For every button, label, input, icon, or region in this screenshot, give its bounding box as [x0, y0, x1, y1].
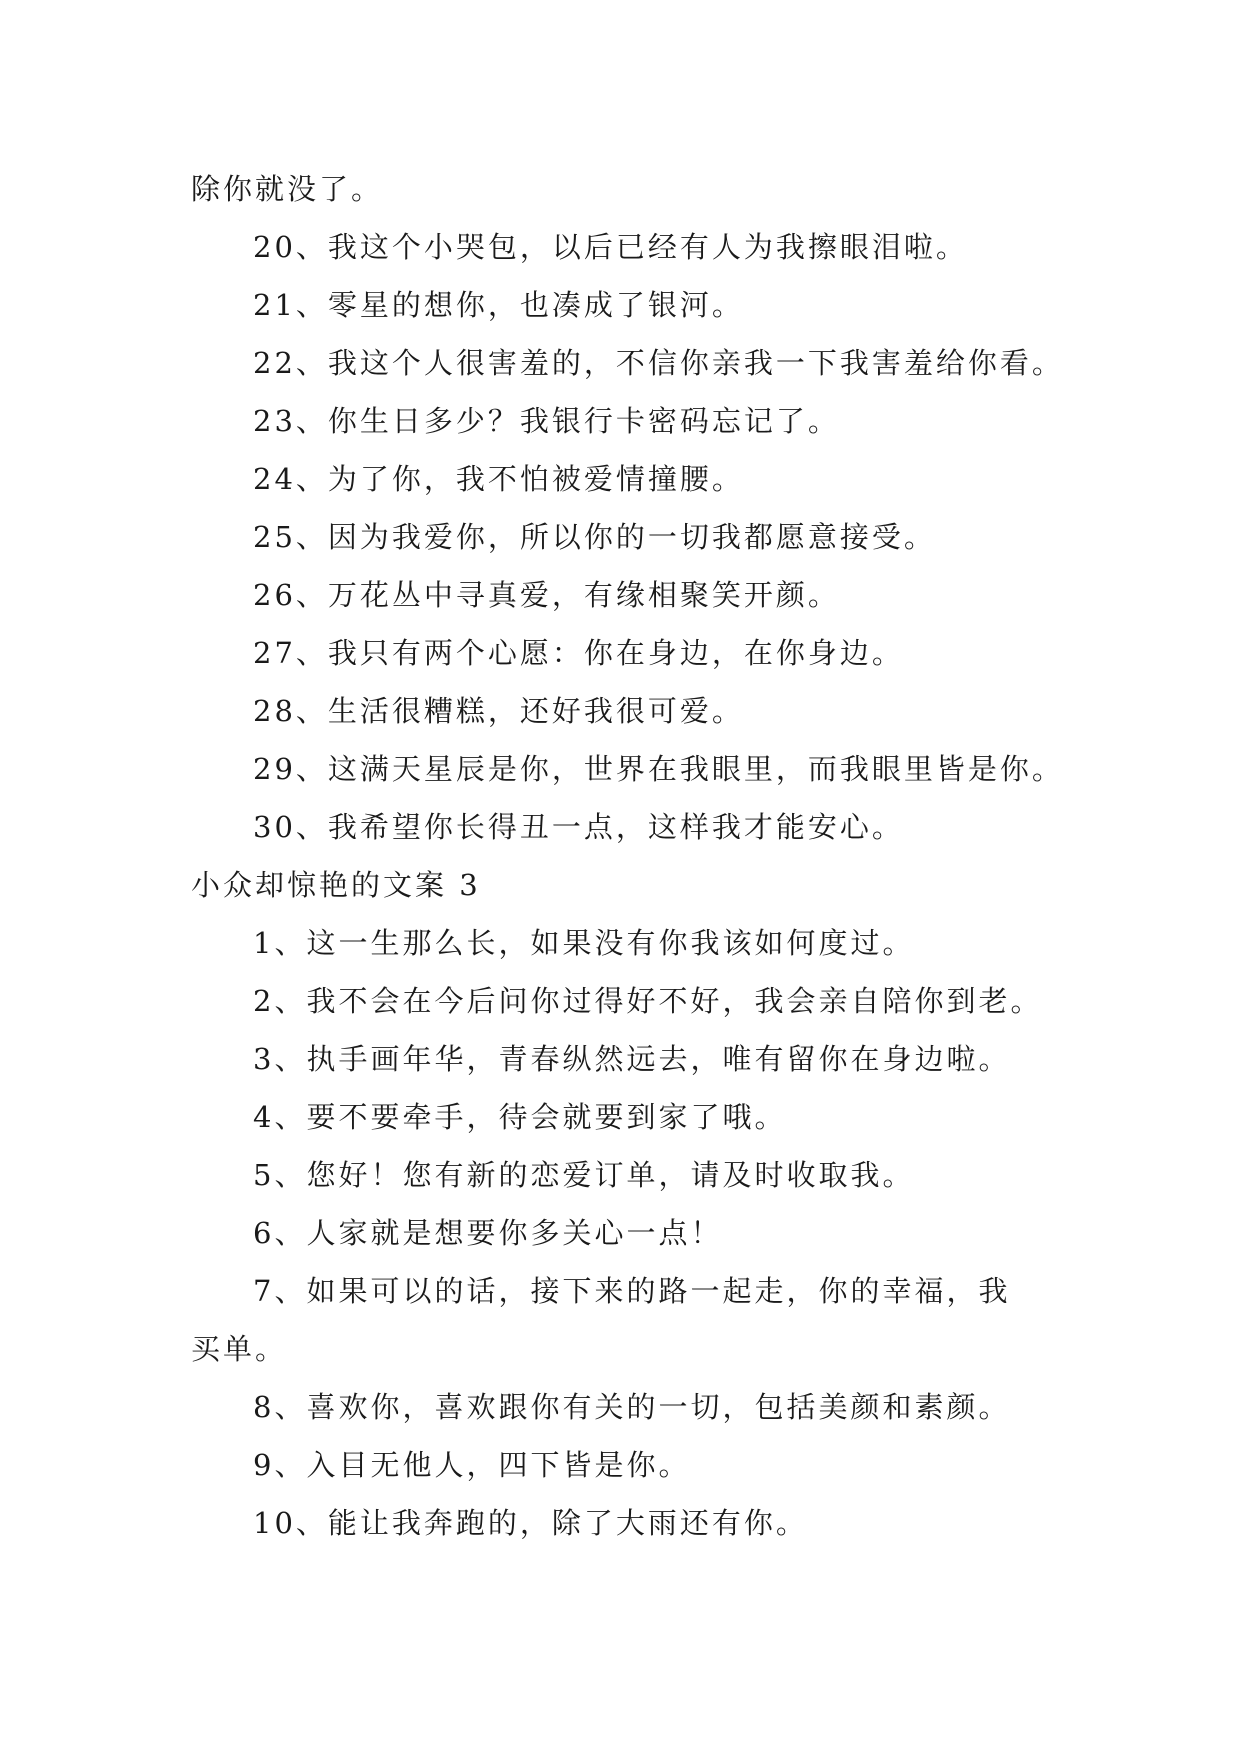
- list-item: 6、人家就是想要你多关心一点！: [253, 1216, 723, 1250]
- list-item: 24、为了你，我不怕被爱情撞腰。: [253, 462, 744, 496]
- list-item: 28、生活很糟糕，还好我很可爱。: [253, 694, 744, 728]
- list-item: 3、执手画年华，青春纵然远去，唯有留你在身边啦。: [253, 1042, 1011, 1076]
- list-item: 4、要不要牵手，待会就要到家了哦。: [253, 1100, 787, 1134]
- list-item: 26、万花丛中寻真爱，有缘相聚笑开颜。: [253, 578, 840, 612]
- list-item: 10、能让我奔跑的，除了大雨还有你。: [253, 1506, 808, 1540]
- list-item: 1、这一生那么长，如果没有你我该如何度过。: [253, 926, 915, 960]
- list-item: 22、我这个人很害羞的，不信你亲我一下我害羞给你看。: [253, 346, 1064, 380]
- list-item: 27、我只有两个心愿：你在身边，在你身边。: [253, 636, 904, 670]
- section-heading: 小众却惊艳的文案 3: [191, 868, 481, 902]
- list-item: 25、因为我爱你，所以你的一切我都愿意接受。: [253, 520, 936, 554]
- list-item: 20、我这个小哭包，以后已经有人为我擦眼泪啦。: [253, 230, 968, 264]
- document-body: [191, 160, 1071, 1552]
- list-item: 2、我不会在今后问你过得好不好，我会亲自陪你到老。: [253, 984, 1043, 1018]
- list-item: 9、入目无他人，四下皆是你。: [253, 1448, 691, 1482]
- list-item: 8、喜欢你，喜欢跟你有关的一切，包括美颜和素颜。: [253, 1390, 1011, 1424]
- list-item: 30、我希望你长得丑一点，这样我才能安心。: [253, 810, 904, 844]
- list-item: 21、零星的想你，也凑成了银河。: [253, 288, 744, 322]
- list-item: 7、如果可以的话，接下来的路一起走，你的幸福，我: [253, 1274, 1011, 1308]
- list-item: 5、您好！您有新的恋爱订单，请及时收取我。: [253, 1158, 915, 1192]
- list-item: 23、你生日多少？我银行卡密码忘记了。: [253, 404, 840, 438]
- paragraph-line: 除你就没了。: [191, 172, 384, 206]
- list-item: 29、这满天星辰是你，世界在我眼里，而我眼里皆是你。: [253, 752, 1064, 786]
- paragraph-line: 买单。: [191, 1332, 288, 1366]
